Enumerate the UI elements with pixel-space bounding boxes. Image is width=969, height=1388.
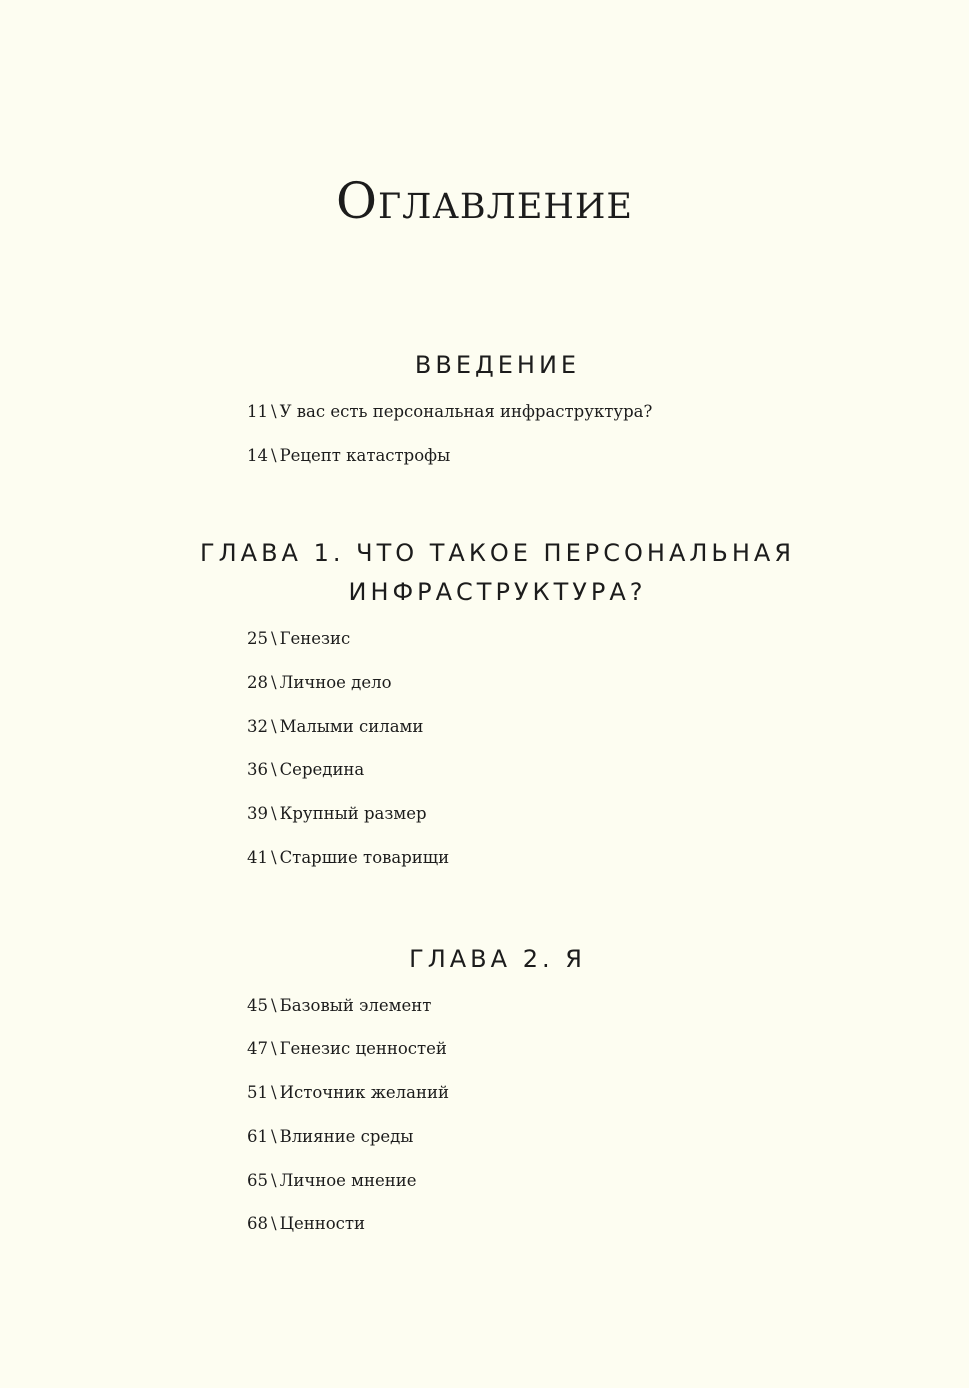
- toc-entry[interactable]: [247, 1169, 417, 1193]
- toc-separator: \: [271, 446, 277, 465]
- toc-entry[interactable]: [247, 758, 364, 782]
- page-title: Оглавление: [336, 172, 633, 230]
- section-heading-introduction: ВВЕДЕНИЕ: [414, 351, 581, 379]
- toc-separator: \: [271, 1214, 277, 1233]
- toc-entry-title: Генезис: [279, 629, 351, 648]
- toc-separator: \: [271, 1127, 277, 1146]
- section-heading-line: ГЛАВА 1. ЧТО ТАКОЕ ПЕРСОНАЛЬНАЯ: [199, 539, 796, 567]
- toc-page-number: 51: [247, 1083, 268, 1102]
- toc-separator: \: [271, 1083, 277, 1102]
- section-heading-chapter-1: [180, 534, 815, 612]
- toc-entry-title: Источник желаний: [279, 1083, 449, 1102]
- toc-separator: \: [271, 804, 277, 823]
- toc-entry-title: Середина: [279, 760, 365, 779]
- toc-page-number: 36: [247, 760, 268, 779]
- toc-entry[interactable]: [247, 1081, 449, 1105]
- toc-entry-title: Малыми силами: [279, 717, 424, 736]
- toc-separator: \: [271, 1039, 277, 1058]
- toc-separator: \: [271, 848, 277, 867]
- toc-entry-title: Крупный размер: [279, 804, 427, 823]
- toc-separator: \: [271, 996, 277, 1015]
- toc-separator: \: [271, 629, 277, 648]
- toc-page-number: 11: [247, 402, 268, 421]
- toc-separator: \: [271, 1171, 277, 1190]
- toc-page-number: 47: [247, 1039, 268, 1058]
- toc-page-number: 32: [247, 717, 268, 736]
- toc-page-number: 28: [247, 673, 268, 692]
- toc-page-number: 39: [247, 804, 268, 823]
- toc-entry-title: У вас есть персональная инфраструктура?: [279, 402, 653, 421]
- toc-entry[interactable]: [247, 444, 450, 468]
- toc-page-number: 25: [247, 629, 268, 648]
- toc-page-number: 14: [247, 446, 268, 465]
- toc-entry[interactable]: [247, 1125, 413, 1149]
- toc-separator: \: [271, 673, 277, 692]
- toc-entry[interactable]: [247, 994, 431, 1018]
- toc-entry[interactable]: [247, 627, 350, 651]
- toc-entry-title: Старшие товарищи: [279, 848, 450, 867]
- toc-page-number: 65: [247, 1171, 268, 1190]
- section-heading-line: ИНФРАСТРУКТУРА?: [348, 578, 647, 606]
- toc-entry-title: Влияние среды: [279, 1127, 414, 1146]
- toc-entry[interactable]: [247, 1037, 447, 1061]
- toc-entry[interactable]: [247, 802, 427, 826]
- toc-entry[interactable]: [247, 715, 423, 739]
- toc-entry[interactable]: [247, 400, 652, 424]
- section-heading-chapter-2: ГЛАВА 2. Я: [409, 945, 586, 973]
- toc-separator: \: [271, 402, 277, 421]
- toc-page-number: 68: [247, 1214, 268, 1233]
- toc-entry-title: Генезис ценностей: [279, 1039, 447, 1058]
- toc-entry-title: Личное мнение: [279, 1171, 417, 1190]
- toc-entry[interactable]: [247, 1212, 365, 1236]
- toc-separator: \: [271, 760, 277, 779]
- toc-entry[interactable]: [247, 846, 449, 870]
- toc-entry-title: Базовый элемент: [279, 996, 432, 1015]
- toc-entry-title: Ценности: [279, 1214, 366, 1233]
- toc-entry[interactable]: [247, 671, 392, 695]
- toc-entry-title: Рецепт катастрофы: [279, 446, 451, 465]
- toc-entry-title: Личное дело: [279, 673, 392, 692]
- toc-page-number: 45: [247, 996, 268, 1015]
- toc-separator: \: [271, 717, 277, 736]
- toc-page-number: 61: [247, 1127, 268, 1146]
- toc-page-number: 41: [247, 848, 268, 867]
